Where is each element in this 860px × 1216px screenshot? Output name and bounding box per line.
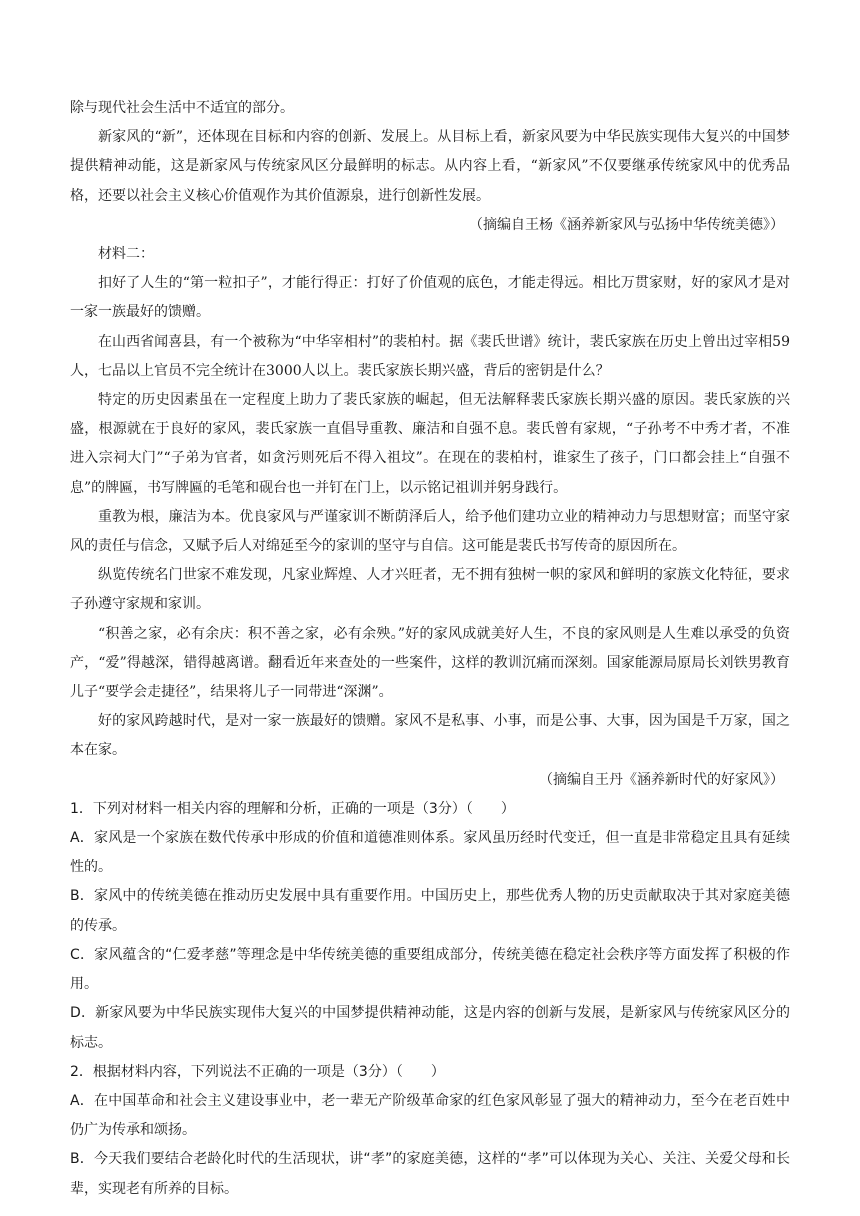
material2-paragraph-5: 纵览传统名门世家不难发现，凡家业辉煌、人才兴旺者，无不拥有独树一帜的家风和鲜明的家族文化特征，要求子孙遵守家规和家训。 <box>70 567 790 613</box>
material2-paragraph-3: 特定的历史因素虽在一定程度上助力了裴氏家族的崛起，但无法解释裴氏家族长期兴盛的原因。裴氏家族的兴盛，根源就在于良好的家风，裴氏家族一直倡导重教、廉洁和自强不息。裴氏曾有家规，“子孙考不中秀才者，不准进入宗祠大门”“子弟为官者，如贪污则死后不得入祖坟”。在现在的裴柏村，谁家生了孩子，门口都会挂上“自强不息”的牌匾，书写牌匾的毛笔和砚台也一并钉在门上，以示铭记祖训并躬身践行。 <box>70 392 790 496</box>
material2-paragraph-2: 在山西省闻喜县，有一个被称为“中华宰相村”的裴柏村。据《裴氏世谱》统计，裴氏家族在历史上曾出过宰相59人，七品以上官员不完全统计在3000人以上。裴氏家族长期兴盛，背后的密钥是什么？ <box>70 333 790 379</box>
question-2-option-a: A．在中国革命和社会主义建设事业中，老一辈无产阶级革命家的红色家风彰显了强大的精神动力，至今在老百姓中仍广为传承和颂扬。 <box>70 1092 790 1139</box>
material1-fragment: 除与现代社会生活中不适宜的部分。 <box>70 100 294 116</box>
material1-source: （摘编自王杨《涵养新家风与弘扬中华传统美德》） <box>469 216 784 233</box>
question-2-stem: 2．根据材料内容，下列说法不正确的一项是（3分）（ ） <box>70 1063 445 1080</box>
question-1-stem: 1．下列对材料一相关内容的理解和分析，正确的一项是（3分）（ ） <box>70 800 515 817</box>
material2-heading: 材料二： <box>98 246 154 263</box>
question-1-option-b: B．家风中的传统美德在推动历史发展中具有重要作用。中国历史上，那些优秀人物的历史贡献取决于其对家庭美德的传承。 <box>70 888 790 934</box>
document-page <box>70 94 790 1204</box>
material2-source: （摘编自王丹《涵养新时代的好家风》） <box>539 771 784 788</box>
material2-paragraph-4: 重教为根，廉洁为本。优良家风与严谨家训不断荫泽后人，给予他们建功立业的精神动力与思想财富；而坚守家风的责任与信念，又赋予后人对绵延至今的家训的坚守与自信。这可能是裴氏书写传奇的原因所在。 <box>70 508 790 555</box>
material2-paragraph-7: 好的家风跨越时代，是对一家一族最好的馈赠。家风不是私事、小事，而是公事、大事，因为国是千万家，国之本在家。 <box>70 713 790 759</box>
question-2-option-b: B．今天我们要结合老龄化时代的生活现状，讲“孝”的家庭美德，这样的“孝”可以体现为关心、关注、关爱父母和长辈，实现老有所养的目标。 <box>70 1151 790 1197</box>
material1-paragraph: 新家风的“新”，还体现在目标和内容的创新、发展上。从目标上看，新家风要为中华民族实现伟大复兴的中国梦提供精神动能，这是新家风与传统家风区分最鲜明的标志。从内容上看，“新家风”不仅要继承传统家风中的优秀品格，还要以社会主义核心价值观作为其价值源泉，进行创新性发展。 <box>70 129 790 204</box>
question-1-option-c: C．家风蕴含的“仁爱孝慈”等理念是中华传统美德的重要组成部分，传统美德在稳定社会秩序等方面发挥了积极的作用。 <box>70 946 790 993</box>
question-1-option-a: A．家风是一个家族在数代传承中形成的价值和道德准则体系。家风虽历经时代变迁，但一直是非常稳定且具有延续性的。 <box>70 830 790 876</box>
material2-paragraph-6: “积善之家，必有余庆：积不善之家，必有余殃。”好的家风成就美好人生，不良的家风则是人生难以承受的负资产，“爱”得越深，错得越离谱。翻看近年来查处的一些案件，这样的教训沉痛而深刻。国家能源局原局长刘铁男教育儿子“要学会走捷径”，结果将儿子一同带进“深渊”。 <box>70 625 790 701</box>
question-1-option-d: D．新家风要为中华民族实现伟大复兴的中国梦提供精神动能，这是内容的创新与发展，是新家风与传统家风区分的标志。 <box>70 1005 790 1051</box>
material2-paragraph-1: 扣好了人生的“第一粒扣子”，才能行得正：打好了价值观的底色，才能走得远。相比万贯家财，好的家风才是对一家一族最好的馈赠。 <box>70 275 790 321</box>
